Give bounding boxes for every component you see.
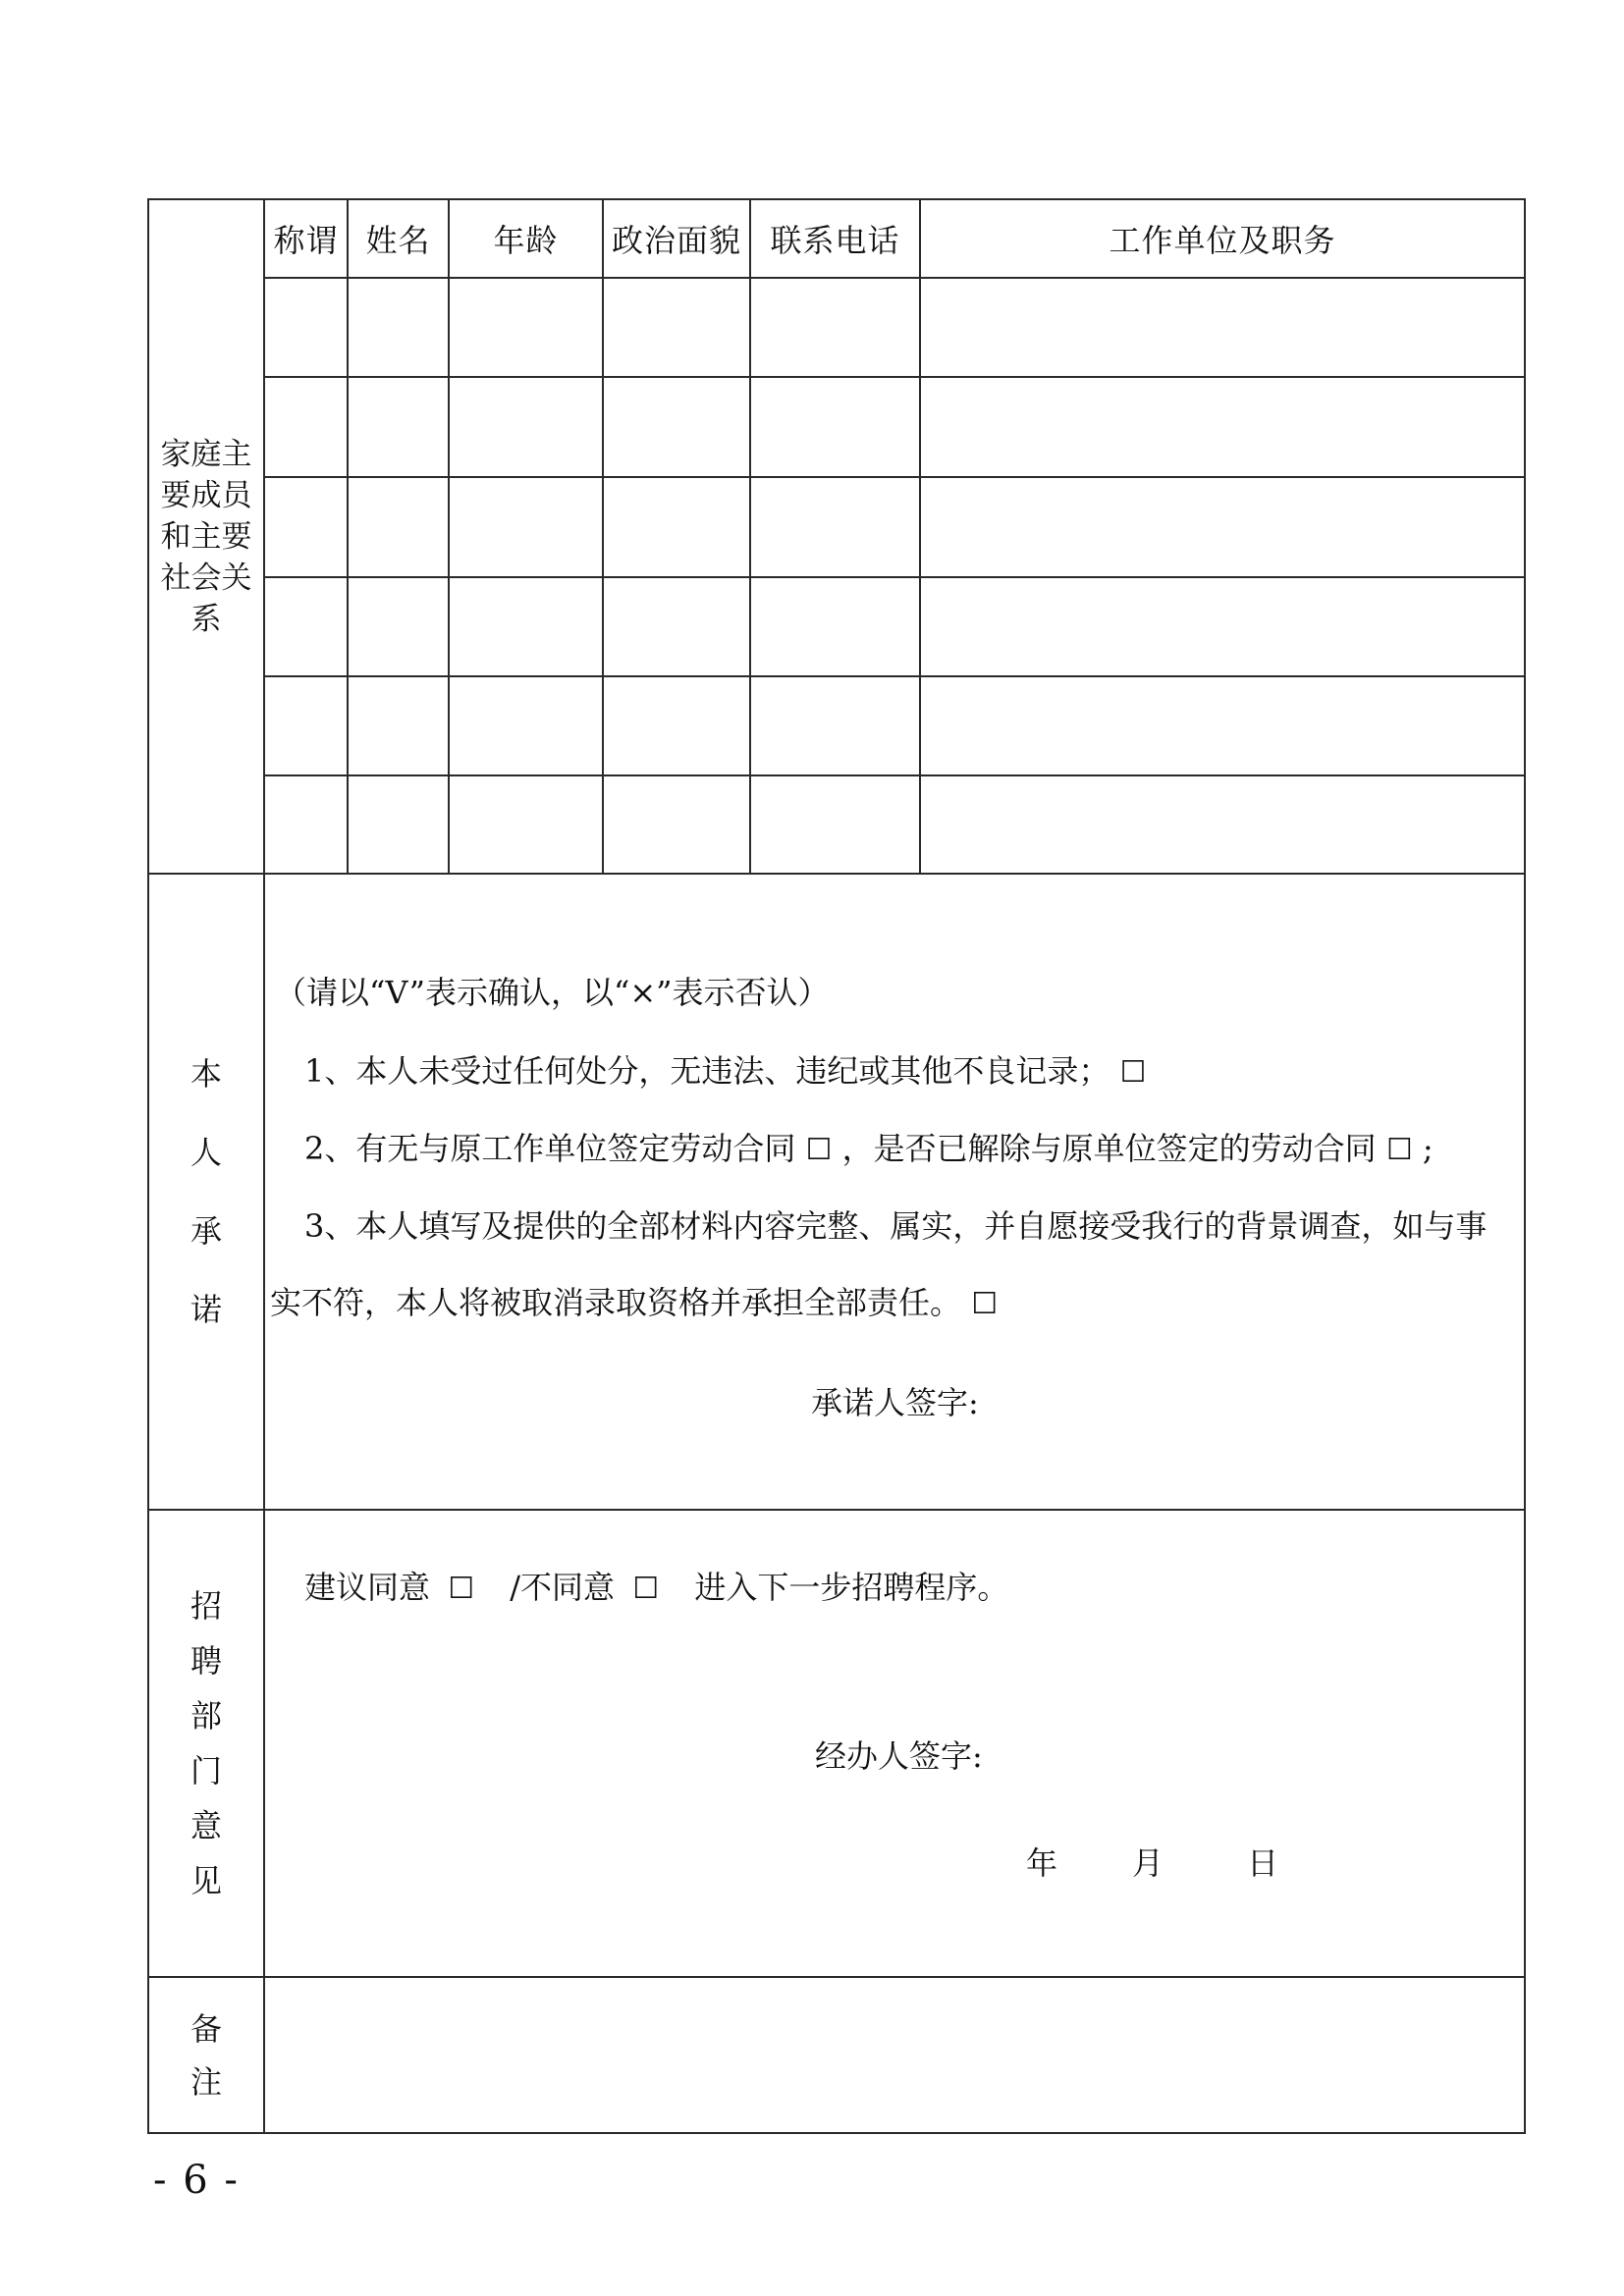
commitment-item-3: 3、本人填写及提供的全部材料内容完整、属实，并自愿接受我行的背景调查，如与事 bbox=[304, 1207, 1488, 1245]
remarks-section-label bbox=[148, 1977, 264, 2133]
department-row bbox=[148, 1510, 1525, 1977]
cell-workplace[interactable] bbox=[920, 577, 1525, 676]
proceed-text: 进入下一步招聘程序。 bbox=[694, 1569, 1009, 1606]
cell-workplace[interactable] bbox=[920, 477, 1525, 577]
cell-age[interactable] bbox=[449, 278, 603, 377]
department-label-char: 部 bbox=[189, 1697, 222, 1735]
date-month-label: 月 bbox=[1132, 1844, 1164, 1882]
family-row bbox=[148, 477, 1525, 577]
commitment-item-3-checkbox[interactable]: ☐ bbox=[971, 1287, 999, 1321]
family-row bbox=[148, 278, 1525, 377]
commitment-item-1-text: 1、本人未受过任何处分，无违法、违纪或其他不良记录； bbox=[304, 1052, 1110, 1090]
cell-title[interactable] bbox=[264, 278, 348, 377]
cell-political-status[interactable] bbox=[603, 377, 750, 477]
commitment-item-2-text-c: ; bbox=[1422, 1130, 1434, 1167]
department-content bbox=[264, 1510, 1525, 1977]
date-day-label: 日 bbox=[1247, 1844, 1279, 1882]
commitment-signature-label: 承诺人签字: bbox=[811, 1384, 979, 1421]
remarks-label-char: 注 bbox=[189, 2062, 222, 2101]
cell-title[interactable] bbox=[264, 377, 348, 477]
cell-name[interactable] bbox=[348, 278, 449, 377]
page-number: - 6 - bbox=[153, 2158, 240, 2203]
cell-phone[interactable] bbox=[750, 775, 920, 874]
commitment-row bbox=[148, 874, 1525, 1510]
family-row bbox=[148, 775, 1525, 874]
commitment-label-char: 本 bbox=[189, 1055, 222, 1093]
commitment-item-1 bbox=[265, 1051, 1524, 1093]
application-form-table bbox=[147, 198, 1526, 2134]
date-year-label: 年 bbox=[1026, 1844, 1058, 1882]
cell-age[interactable] bbox=[449, 577, 603, 676]
cell-phone[interactable] bbox=[750, 477, 920, 577]
commitment-section-label bbox=[148, 874, 264, 1510]
commitment-label-char: 人 bbox=[189, 1134, 222, 1171]
commitment-item-3-text: 实不符，本人将被取消录取资格并承担全部责任。 bbox=[270, 1284, 962, 1321]
family-header-row bbox=[148, 199, 1525, 278]
cell-phone[interactable] bbox=[750, 377, 920, 477]
commitment-label-char: 诺 bbox=[189, 1291, 222, 1328]
col-header-workplace-position: 工作单位及职务 bbox=[920, 199, 1525, 278]
remarks-label-char: 备 bbox=[189, 2009, 222, 2048]
col-header-phone: 联系电话 bbox=[750, 199, 920, 278]
family-row bbox=[148, 377, 1525, 477]
family-section-label: 家庭主要成员和主要社会关系 bbox=[148, 199, 264, 874]
commitment-item-2-text-a: 2、有无与原工作单位签定劳动合同 bbox=[304, 1130, 796, 1167]
col-header-title: 称谓 bbox=[264, 199, 348, 278]
cell-title[interactable] bbox=[264, 775, 348, 874]
department-section-label bbox=[148, 1510, 264, 1977]
department-label-char: 意 bbox=[189, 1807, 222, 1844]
cell-phone[interactable] bbox=[750, 278, 920, 377]
cell-age[interactable] bbox=[449, 477, 603, 577]
remarks-content[interactable] bbox=[264, 1977, 1525, 2133]
department-label-char: 招 bbox=[189, 1587, 222, 1625]
commitment-item-2 bbox=[265, 1129, 1524, 1170]
cell-phone[interactable] bbox=[750, 676, 920, 775]
cell-name[interactable] bbox=[348, 477, 449, 577]
department-label-char: 门 bbox=[189, 1752, 222, 1789]
contract-signed-checkbox[interactable]: ☐ bbox=[805, 1133, 833, 1167]
cell-age[interactable] bbox=[449, 676, 603, 775]
cell-political-status[interactable] bbox=[603, 577, 750, 676]
cell-title[interactable] bbox=[264, 676, 348, 775]
commitment-content bbox=[264, 874, 1525, 1510]
cell-age[interactable] bbox=[449, 377, 603, 477]
agree-label: 建议同意 bbox=[304, 1569, 431, 1606]
cell-political-status[interactable] bbox=[603, 676, 750, 775]
cell-workplace[interactable] bbox=[920, 775, 1525, 874]
cell-workplace[interactable] bbox=[920, 377, 1525, 477]
col-header-political-status: 政治面貌 bbox=[603, 199, 750, 278]
agree-checkbox[interactable]: ☐ bbox=[448, 1572, 475, 1606]
disagree-label: /不同意 bbox=[510, 1569, 616, 1606]
department-decision-line bbox=[265, 1568, 1524, 1609]
commitment-label-char: 承 bbox=[189, 1212, 222, 1250]
remarks-row bbox=[148, 1977, 1525, 2133]
commitment-instruction: （请以“V”表示确认，以“×”表示否认） bbox=[275, 974, 830, 1011]
commitment-item-1-checkbox[interactable]: ☐ bbox=[1119, 1055, 1147, 1090]
family-row bbox=[148, 577, 1525, 676]
cell-workplace[interactable] bbox=[920, 676, 1525, 775]
col-header-age: 年龄 bbox=[449, 199, 603, 278]
cell-title[interactable] bbox=[264, 477, 348, 577]
cell-title[interactable] bbox=[264, 577, 348, 676]
handler-signature-label: 经办人签字: bbox=[815, 1737, 983, 1775]
cell-name[interactable] bbox=[348, 577, 449, 676]
cell-name[interactable] bbox=[348, 775, 449, 874]
cell-name[interactable] bbox=[348, 377, 449, 477]
col-header-name: 姓名 bbox=[348, 199, 449, 278]
department-label-char: 聘 bbox=[189, 1642, 222, 1680]
family-row bbox=[148, 676, 1525, 775]
department-label-char: 见 bbox=[189, 1862, 222, 1899]
cell-age[interactable] bbox=[449, 775, 603, 874]
cell-political-status[interactable] bbox=[603, 775, 750, 874]
commitment-item-3-continued bbox=[265, 1283, 1524, 1324]
contract-terminated-checkbox[interactable]: ☐ bbox=[1385, 1133, 1413, 1167]
cell-workplace[interactable] bbox=[920, 278, 1525, 377]
cell-political-status[interactable] bbox=[603, 477, 750, 577]
cell-phone[interactable] bbox=[750, 577, 920, 676]
cell-political-status[interactable] bbox=[603, 278, 750, 377]
disagree-checkbox[interactable]: ☐ bbox=[632, 1572, 660, 1606]
commitment-item-2-text-b: ，是否已解除与原单位签定的劳动合同 bbox=[841, 1130, 1377, 1167]
cell-name[interactable] bbox=[348, 676, 449, 775]
